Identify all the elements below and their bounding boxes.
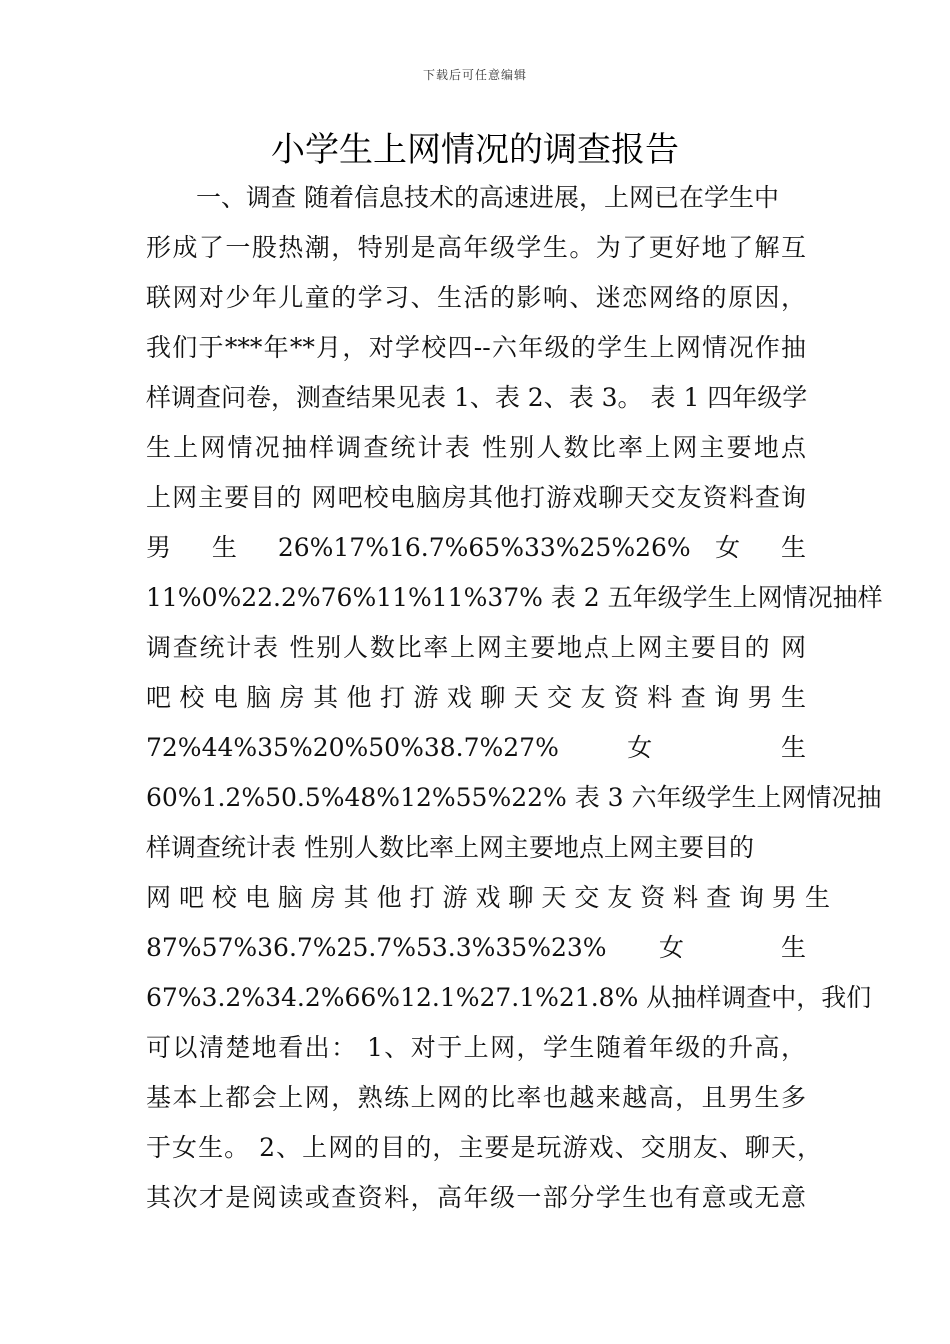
body-line-15: 网 吧 校 电 脑 房 其 他 打 游 戏 聊 天 交 友 资 料 查 询 男 生	[146, 883, 830, 912]
body-line-2: 形成了一股热潮，特别是高年级学生。为了更好地了解互	[146, 233, 806, 262]
body-line-10: 调查统计表 性别人数比率上网主要地点上网主要目的 网	[146, 633, 806, 662]
body-line-13: 60%1.2%50.5%48%12%55%22% 表 3 六年级学生上网情况抽	[146, 783, 882, 812]
body-line-3: 联网对少年儿童的学习、生活的影响、迷恋网络的原因，	[146, 283, 806, 312]
document-title: 小学生上网情况的调查报告	[271, 130, 679, 170]
body-line-16: 87%57%36.7%25.7%53.3%35%23% 女 生	[146, 933, 806, 962]
body-line-1: 一、调查 随着信息技术的高速进展，上网已在学生中	[146, 183, 779, 212]
body-line-8: 男 生 26%17%16.7%65%33%25%26% 女 生	[146, 533, 806, 562]
body-line-6: 生上网情况抽样调查统计表 性别人数比率上网主要地点	[146, 433, 806, 462]
body-line-20: 于女生。 2、上网的目的，主要是玩游戏、交朋友、聊天，	[146, 1133, 822, 1162]
body-line-21: 其次才是阅读或查资料，高年级一部分学生也有意或无意	[146, 1183, 806, 1212]
body-line-9: 11%0%22.2%76%11%11%37% 表 2 五年级学生上网情况抽样	[146, 583, 883, 612]
header-note: 下载后可任意编辑	[422, 68, 527, 82]
body-line-7: 上网主要目的 网吧校电脑房其他打游戏聊天交友资料查询	[146, 483, 806, 512]
body-line-12: 72%44%35%20%50%38.7%27% 女 生	[146, 733, 806, 762]
body-line-11: 吧 校 电 脑 房 其 他 打 游 戏 聊 天 交 友 资 料 查 询 男 生	[146, 683, 806, 712]
body-line-17: 67%3.2%34.2%66%12.1%27.1%21.8% 从抽样调查中，我们	[146, 983, 872, 1012]
body-line-14: 样调查统计表 性别人数比率上网主要地点上网主要目的	[146, 833, 754, 862]
body-line-19: 基本上都会上网，熟练上网的比率也越来越高，且男生多	[146, 1083, 806, 1112]
body-line-4: 我们于***年**月，对学校四--六年级的学生上网情况作抽	[146, 333, 806, 362]
body-line-5: 样调查问卷，测查结果见表 1、表 2、表 3。 表 1 四年级学	[146, 383, 808, 412]
body-line-18: 可以清楚地看出： 1、对于上网，学生随着年级的升高，	[146, 1033, 806, 1062]
